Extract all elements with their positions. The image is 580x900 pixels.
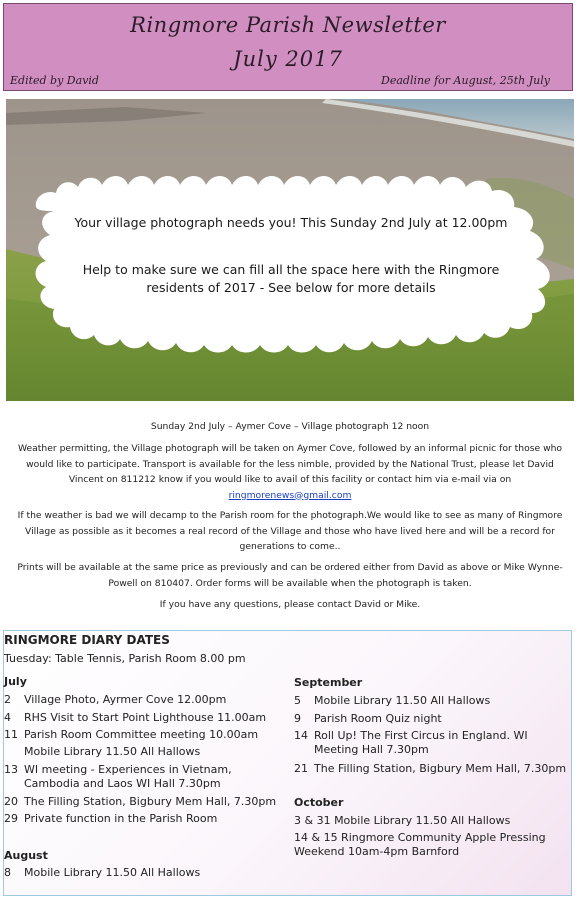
newsletter-email-link[interactable]: ringmorenews@gmail.com [228,489,352,501]
month-heading-august: August [4,849,48,862]
diary-dates-box [3,630,572,896]
photo-article-paragraph-1 [8,441,572,503]
event-day: 5 [294,694,301,707]
event-day: 21 [294,762,308,775]
photo-article-paragraph-4: If you have any questions, please contact David or Mike. [159,599,421,610]
diary-event [294,729,549,757]
diary-event [4,866,289,880]
diary-event [4,693,284,707]
event-text: Village Photo, Ayrmer Cove 12.00pm [24,693,227,706]
photo-article-paragraph-3: Prints will be available at the same price as previously and can be ordered either from David as above or Mike Wynne-Powell on 810407. Order forms will be available when the photograph is taken. [17,562,563,589]
month-heading-september: September [294,676,363,689]
photo-article-paragraph-2: If the weather is bad we will decamp to the Parish room for the photograph.We would like to see as many of Ringmore Village as possible as it becomes a real record of the Village and those who have lived here and will be a record for generations to come.. [17,510,563,552]
event-day: 20 [4,795,18,808]
event-day: 13 [4,763,18,776]
deadline-note: Deadline for August, 25th July [381,74,550,87]
event-day: 8 [4,866,11,879]
event-text: Mobile Library 11.50 All Hallows [314,694,491,707]
event-text: The Filling Station, Bigbury Mem Hall, 7.30pm [24,795,277,808]
event-day: 11 [4,728,18,741]
diary-event [4,812,289,826]
newsletter-title: Ringmore Parish Newsletter [130,13,446,37]
diary-weekly-event: Tuesday: Table Tennis, Parish Room 8.00 pm [4,652,246,665]
diary-event [4,763,274,791]
event-day: 9 [294,712,301,725]
diary-event [4,795,289,809]
event-day: 14 [294,729,308,742]
editor-credit: Edited by David [10,74,99,87]
diary-event [4,711,284,725]
diary-event [294,712,569,726]
paragraph-1-text: Weather permitting, the Village photograph will be taken on Aymer Cove, followed by an informal picnic for those who would like to participate. Transport is available for the less nimble, provided by the National Trust, please let David Vincent on 811212 know if you would like to avail of this facility or contact him via e-mail via on [17,443,563,485]
event-text: RHS Visit to Start Point Lighthouse 11.00am [24,711,267,724]
event-day: 29 [4,812,18,825]
newsletter-issue-date: July 2017 [233,47,343,71]
event-text: Parish Room Quiz night [314,712,442,725]
month-heading-october: October [294,796,344,809]
event-text: Private function in the Parish Room [24,812,218,825]
newsletter-header [3,3,573,91]
event-day: 4 [4,711,11,724]
month-heading-july: July [4,675,27,688]
event-text: Mobile Library 11.50 All Hallows [24,745,201,758]
diary-event [294,694,569,708]
diary-event [4,728,284,742]
callout-line-1: Your village photograph needs you! This Sunday 2nd July at 12.00pm [74,215,508,230]
event-text: Mobile Library 11.50 All Hallows [24,866,201,879]
beach-photo-illustration [6,99,574,401]
beach-photo [6,99,574,401]
diary-event [294,762,569,776]
diary-title: RINGMORE DIARY DATES [4,633,170,647]
event-text: Parish Room Committee meeting 10.00am [24,728,259,741]
event-text: Roll Up! The First Circus in England. WI Meeting Hall 7.30pm [314,729,528,756]
diary-event: 3 & 31 Mobile Library 11.50 All Hallows [294,814,511,827]
event-text: WI meeting - Experiences in Vietnam, Cambodia and Laos WI Hall 7.30pm [24,763,232,790]
event-day: 2 [4,693,11,706]
callout-line-2: Help to make sure we can fill all the space here with the Ringmore residents of 2017 - See below for more details [82,262,500,295]
diary-event [4,745,284,759]
event-text: The Filling Station, Bigbury Mem Hall, 7.30pm [314,762,567,775]
diary-event: 14 & 15 Ringmore Community Apple Pressing Weekend 10am-4pm Barnford [294,831,546,858]
event-day [4,745,24,759]
photo-article-heading: Sunday 2nd July – Aymer Cove – Village photograph 12 noon [150,421,430,432]
